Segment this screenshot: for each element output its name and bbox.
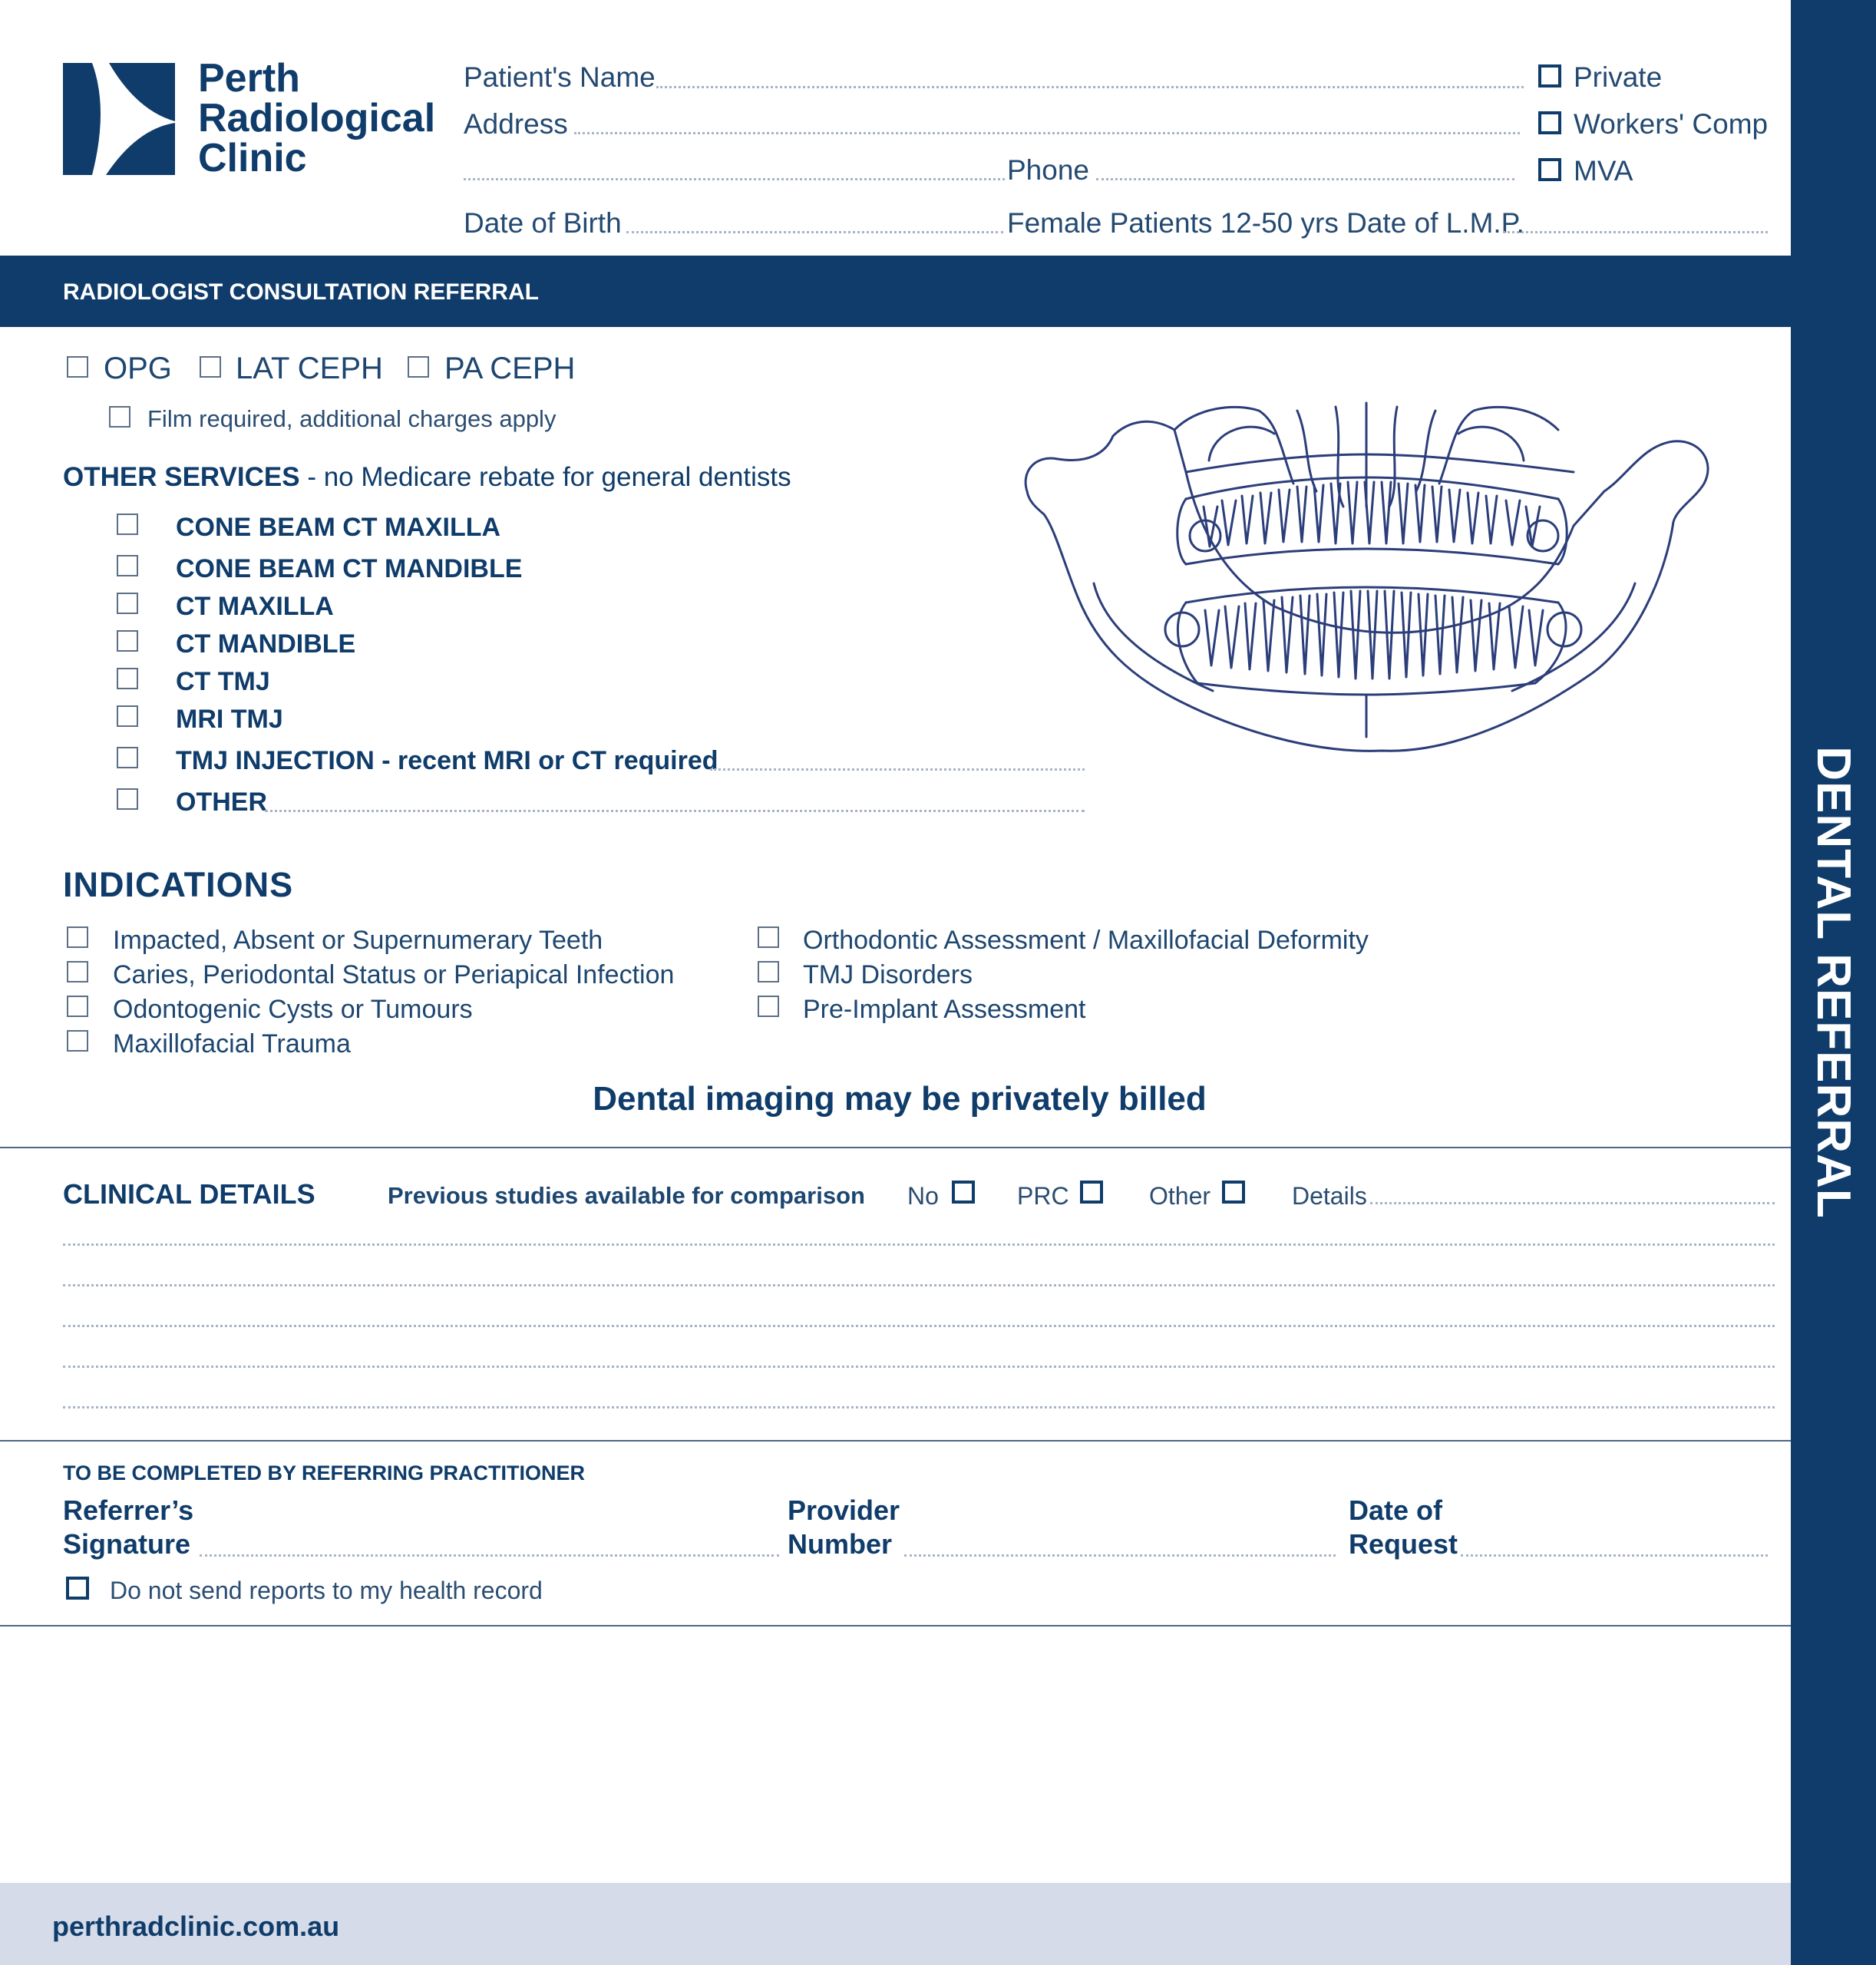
clinical-details-line[interactable] [63, 1406, 1775, 1409]
service-label: CT MAXILLA [176, 592, 334, 621]
no-health-record-checkbox[interactable] [66, 1577, 89, 1600]
indication-checkbox[interactable] [758, 961, 779, 982]
indication-checkbox[interactable] [67, 1030, 88, 1052]
service-checkbox[interactable] [117, 593, 138, 614]
service-label: OTHER [176, 788, 267, 817]
other-label: Other [1149, 1182, 1211, 1210]
signature-field[interactable] [200, 1554, 779, 1557]
pa-ceph-checkbox[interactable] [408, 356, 429, 378]
service-checkbox[interactable] [117, 747, 138, 768]
indication-label: Odontogenic Cysts or Tumours [113, 995, 473, 1024]
service-label: TMJ INJECTION - recent MRI or CT required [176, 746, 718, 775]
other-services-heading [63, 464, 791, 490]
other-checkbox[interactable] [1222, 1181, 1245, 1204]
opg-checkbox[interactable] [67, 356, 88, 378]
lat-ceph-label: LAT CEPH [236, 352, 383, 385]
details-label: Details [1292, 1182, 1367, 1210]
lat-ceph-checkbox[interactable] [200, 356, 221, 378]
service-checkbox[interactable] [117, 514, 138, 535]
workers-comp-checkbox[interactable] [1538, 111, 1561, 134]
patient-name-label: Patient's Name [464, 61, 656, 93]
other-services-note: - no Medicare rebate for general dentists [299, 462, 791, 492]
phone-label: Phone [1007, 154, 1089, 186]
address-field[interactable] [574, 132, 1520, 134]
divider [0, 1440, 1791, 1442]
service-label: CONE BEAM CT MAXILLA [176, 513, 501, 542]
indication-label: Impacted, Absent or Supernumerary Teeth [113, 926, 603, 955]
lmp-label: Female Patients 12-50 yrs Date of L.M.P. [1007, 207, 1524, 239]
previous-studies-label: Previous studies available for comparison [388, 1182, 865, 1209]
no-checkbox[interactable] [952, 1181, 975, 1204]
date-request-field[interactable] [1461, 1554, 1768, 1557]
banner-title: RADIOLOGIST CONSULTATION REFERRAL [63, 279, 539, 305]
indications-heading: INDICATIONS [63, 865, 294, 904]
clinic-logo-icon [63, 63, 175, 175]
indication-label: Pre-Implant Assessment [803, 995, 1086, 1024]
mva-label: MVA [1574, 155, 1633, 187]
service-checkbox[interactable] [117, 705, 138, 727]
lmp-field[interactable] [1503, 231, 1768, 233]
clinical-details-line[interactable] [63, 1325, 1775, 1327]
service-label: CT MANDIBLE [176, 629, 356, 659]
logo-line-3: Clinic [198, 136, 307, 180]
dob-label: Date of Birth [464, 207, 622, 239]
private-label: Private [1574, 61, 1663, 93]
clinical-details-heading: CLINICAL DETAILS [63, 1178, 315, 1210]
provider-label-line-2: Number [788, 1528, 893, 1560]
panoramic-jaw-illustration [1021, 399, 1716, 760]
tmj-injection-field[interactable] [710, 768, 1085, 771]
side-tab-title: DENTAL REFERRAL [1807, 746, 1860, 1219]
patient-name-field[interactable] [656, 86, 1524, 88]
indication-label: Caries, Periodontal Status or Periapical Infection [113, 960, 675, 989]
logo-line-1: Perth [198, 56, 300, 101]
logo-line-2: Radiological [198, 96, 436, 140]
indication-checkbox[interactable] [758, 926, 779, 948]
workers-comp-label: Workers' Comp [1574, 108, 1769, 140]
date-request-label-line-1: Date of [1349, 1494, 1443, 1526]
no-health-record-label: Do not send reports to my health record [110, 1577, 543, 1604]
phone-field[interactable] [1096, 178, 1514, 180]
service-checkbox[interactable] [117, 630, 138, 652]
mva-checkbox[interactable] [1538, 158, 1561, 181]
dob-field[interactable] [626, 231, 1003, 233]
clinical-details-line[interactable] [63, 1284, 1775, 1286]
service-checkbox[interactable] [117, 555, 138, 576]
service-checkbox[interactable] [117, 668, 138, 689]
provider-label-line-1: Provider [788, 1494, 900, 1526]
no-label: No [907, 1182, 939, 1210]
service-label: CONE BEAM CT MANDIBLE [176, 554, 523, 583]
service-checkbox[interactable] [117, 788, 138, 810]
other-service-field[interactable] [265, 810, 1085, 812]
indication-checkbox[interactable] [758, 996, 779, 1017]
website-link[interactable]: perthradclinic.com.au [52, 1911, 340, 1942]
other-services-title: OTHER SERVICES [63, 462, 300, 492]
clinical-details-line[interactable] [63, 1366, 1775, 1368]
indication-checkbox[interactable] [67, 996, 88, 1017]
divider [0, 1147, 1791, 1148]
details-field[interactable] [1370, 1202, 1775, 1204]
address-label: Address [464, 108, 568, 140]
address-field-line-2[interactable] [464, 178, 1005, 180]
pa-ceph-label: PA CEPH [444, 352, 576, 385]
service-label: CT TMJ [176, 667, 270, 696]
indication-label: Orthodontic Assessment / Maxillofacial Deformity [803, 926, 1369, 955]
prc-checkbox[interactable] [1080, 1181, 1103, 1204]
service-label: MRI TMJ [176, 705, 283, 734]
film-required-checkbox[interactable] [109, 406, 130, 428]
private-checkbox[interactable] [1538, 64, 1561, 88]
indication-label: Maxillofacial Trauma [113, 1029, 351, 1058]
indication-label: TMJ Disorders [803, 960, 973, 989]
opg-label: OPG [104, 352, 172, 385]
clinical-details-line[interactable] [63, 1243, 1775, 1246]
referrer-heading: TO BE COMPLETED BY REFERRING PRACTITIONER [63, 1461, 586, 1484]
film-required-label: Film required, additional charges apply [147, 405, 557, 432]
signature-label-line-2: Signature [63, 1528, 191, 1560]
signature-label-line-1: Referrer’s [63, 1494, 194, 1526]
indication-checkbox[interactable] [67, 926, 88, 948]
prc-label: PRC [1017, 1182, 1069, 1210]
divider [0, 1625, 1791, 1626]
indication-checkbox[interactable] [67, 961, 88, 982]
provider-number-field[interactable] [904, 1554, 1336, 1557]
date-request-label-line-2: Request [1349, 1528, 1458, 1560]
billing-note: Dental imaging may be privately billed [593, 1080, 1207, 1118]
